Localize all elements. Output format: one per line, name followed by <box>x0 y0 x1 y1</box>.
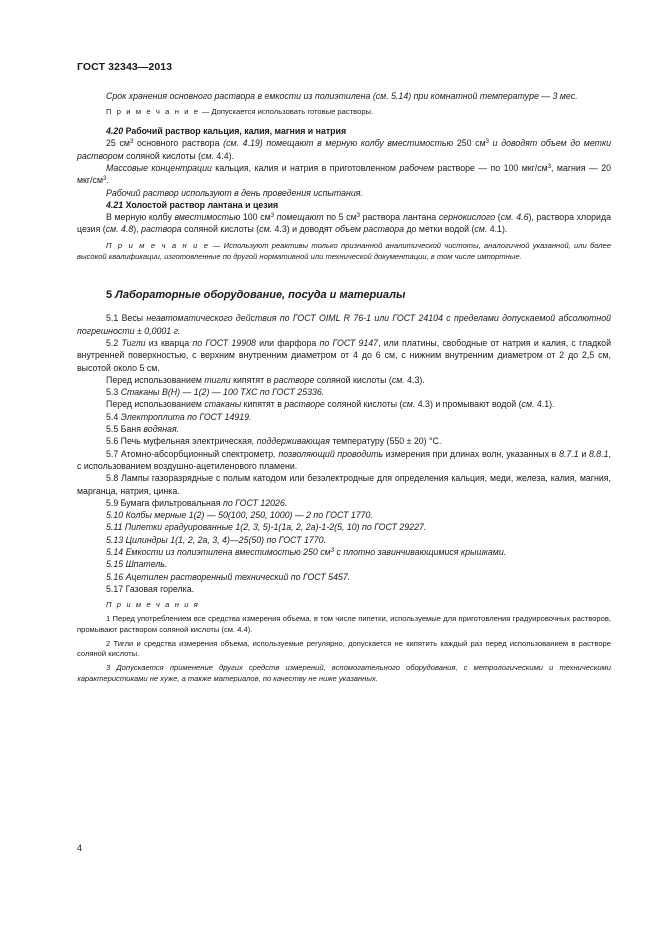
note-1: 1 Перед употреблением все средства измерения объема, в том числе пипетки, используемые для приготовления градуировочных растворов, промывают раствором соляной кислоты (см. 4.4). <box>77 613 611 634</box>
note-reagents: П р и м е ч а н и е — Используют реактивы только признанной аналитической чистоты, аналогичной указанной, или более высокой квалификации, изготовленные по другой нормативной или технической документации, в том числе импортные. <box>77 240 611 261</box>
clause-5-14: 5.14 Емкости из полиэтилена вместимостью 250 $см^3$ с плотно завинчивающимися крышками. <box>106 547 507 557</box>
clause-5-1: 5.1 Весы неавтоматического действия по ГОСТ OIML R 76-1 или ГОСТ 24104 с пределами допускаемой абсолютной погрешности ± 0,0001 г. <box>77 313 611 336</box>
clause-5-13: 5.13 Цилиндры 1(1, 2, 2а, 3, 4)—25(50) по ГОСТ 1770. <box>106 534 326 545</box>
clause-5-15: 5.15 Шпатель. <box>106 559 168 570</box>
note-2: 2 Тигли и средства измерения объема, используемые регулярно, допускается не кипятить каждый раз перед использованием в растворе соляной кислоты. <box>77 638 611 659</box>
section-5-heading: 5 Лабораторные оборудование, посуда и материалы <box>106 289 406 302</box>
clause-5-5: 5.5 Баня водяная. <box>106 424 180 435</box>
clause-5-2-boil: Перед использованием тигли кипятят в растворе соляной кислоты (см. 4.3). <box>106 374 425 385</box>
clause-4-21-title: 4.21 Холостой раствор лантана и цезия <box>106 199 279 210</box>
clause-4-21-p1: В мерную колбу вместимостью 100 $см^3$ помещают по 5 $см^3$ раствора лантана сернокислого (см. 4.6), раствора хлорида цезия (см. 4.8), раствора соляной кислоты (см. 4.3) и доводят объем раствора до метки водой (см. 4.1). <box>77 212 611 235</box>
clause-4-20-title: 4.20 Рабочий раствор кальция, калия, магния и натрия <box>106 126 347 137</box>
document-header: ГОСТ 32343—2013 <box>77 61 173 73</box>
clause-5-8: 5.8 Лампы газоразрядные с полым катодом или безэлектродные для определения кальция, меди, железа, калия, магния, марганца, натрия, цинка. <box>77 473 611 496</box>
clause-4-20-p1: 25 $см^3$ основного раствора (см. 4.19) помещают в мерную колбу вместимостью 250 $см^3$ и доводят объем до метки раствором соляной кислоты (см. 4.4). <box>77 138 612 161</box>
page-number: 4 <box>77 843 83 853</box>
clause-5-3-boil: Перед использованием стаканы кипятят в растворе соляной кислоты (см. 4.3) и промывают водой (см. 4.1). <box>106 399 555 410</box>
clause-5-10: 5.10 Колбы мерные 1(2) — 50(100, 250, 1000) — 2 по ГОСТ 1770. <box>106 510 373 521</box>
clause-4-20-p3: Рабочий раствор используют в день проведения испытания. <box>106 187 363 198</box>
clause-5-17: 5.17 Газовая горелка. <box>106 583 195 594</box>
clause-5-16: 5.16 Ацетилен растворенный технический по ГОСТ 5457. <box>106 571 351 582</box>
notes-label: П р и м е ч а н и я <box>106 600 200 610</box>
clause-5-6: 5.6 Печь муфельная электрическая, поддерживающая температуру (550 ± 20) °С. <box>106 436 442 447</box>
note-ready-solutions: П р и м е ч а н и е — Допускается использовать готовые растворы. <box>106 107 374 117</box>
clause-5-4: 5.4 Электроплита по ГОСТ 14919. <box>106 411 252 422</box>
storage-paragraph: Срок хранения основного раствора в емкости из полиэтилена (см. 5.14) при комнатной температуре — 3 мес. <box>106 91 578 101</box>
page-content <box>77 90 611 685</box>
clause-5-7: 5.7 Атомно-абсорбционный спектрометр, позволяющий проводить измерения при длинах волн, указанных в 8.7.1 и 8.8.1, с использованием воздушно-ацетиленового пламени. <box>77 448 611 471</box>
note-3: 3 Допускается применение других средств измерений, вспомогательного оборудования, с метрологическими и техническими характеристиками не хуже, а также материалов, по качеству не ниже указанных. <box>77 663 611 683</box>
clause-4-20-p2: Массовые концентрации кальция, калия и натрия в приготовленном рабочем растворе — по 100 мкг/$см^3$, магния — 20 мкг/$см^3$. <box>77 162 612 186</box>
clause-5-11: 5.11 Пипетки градуированные 1(2, 3, 5)-1(1а, 2, 2а)-1-2(5, 10) по ГОСТ 29227. <box>106 522 427 533</box>
clause-5-9: 5.9 Бумага фильтровальная по ГОСТ 12026. <box>106 497 288 508</box>
clause-5-3: 5.3 Стаканы В(Н) — 1(2) — 100 ТХС по ГОСТ 25336. <box>106 387 325 398</box>
clause-5-2: 5.2 Тигли из кварца по ГОСТ 19908 или фарфора по ГОСТ 9147, или платины, свободные от натрия и калия, с гладкой внутренней поверхностью, с верхним внутренним диаметром от 4 до 6 см, с нижним внутренним диаметром от 2 до 2,5 см, высотой около 5 см. <box>77 337 611 373</box>
